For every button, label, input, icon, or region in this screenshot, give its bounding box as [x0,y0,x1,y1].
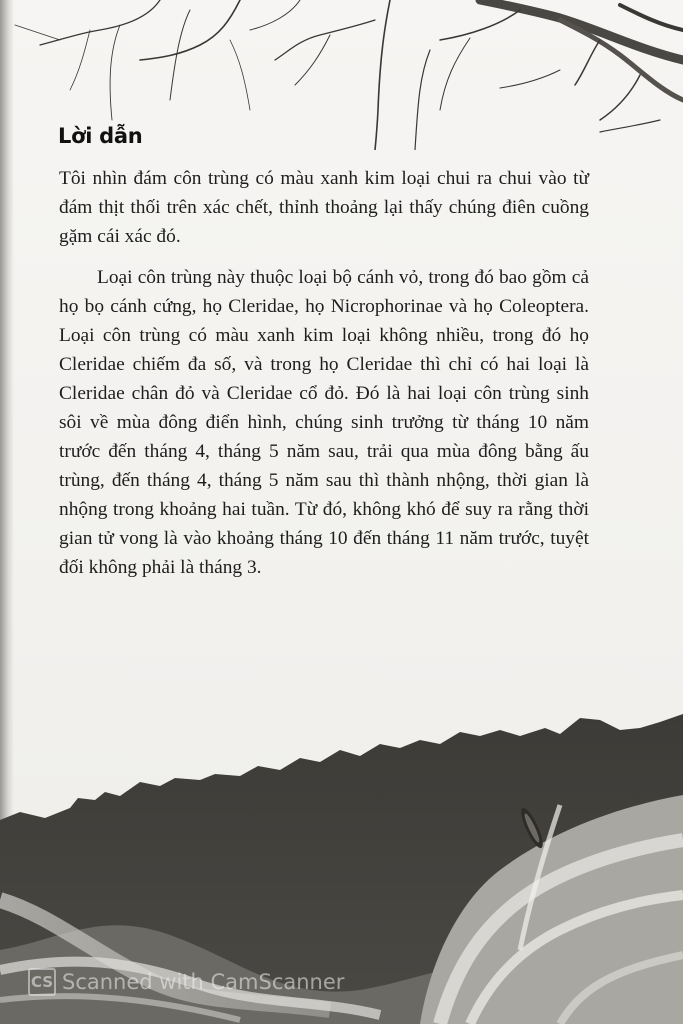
watermark-text: Scanned with CamScanner [62,970,345,994]
paragraph-1: Tôi nhìn đám côn trùng có màu xanh kim loại chui ra chui vào từ đám thịt thối trên xác chết, thỉnh thoảng lại thấy chúng điên cuồng gặm cái xác đó. [59,168,589,247]
section-title: Lời dẫn [58,124,143,148]
body-text [59,164,589,594]
scanner-watermark [28,968,344,996]
camscanner-logo-icon: CS [28,968,56,996]
paragraph-2: Loại côn trùng này thuộc loại bộ cánh vỏ, trong đó bao gồm cả họ bọ cánh cứng, họ Cleridae, họ Nicrophorinae và họ Coleoptera. Loại côn trùng có màu xanh kim loại không nhiều, trong đó họ Cleridae chiếm đa số, và trong họ Cleridae thì chỉ có hai loại là Cleridae chân đỏ và Cleridae cổ đỏ. Đó là hai loại côn trùng sinh sôi về mùa đông điển hình, chúng sinh trưởng từ tháng 10 năm trước đến tháng 4, tháng 5 năm sau, trải qua mùa đông bằng ấu trùng, đến tháng 4, tháng 5 năm sau thì thành nhộng, thời gian là nhộng trong khoảng hai tuần. Từ đó, không khó để suy ra rằng thời gian tử vong là vào khoảng tháng 10 đến tháng 11 năm trước, tuyệt đối không phải là tháng 3. [59,267,589,578]
